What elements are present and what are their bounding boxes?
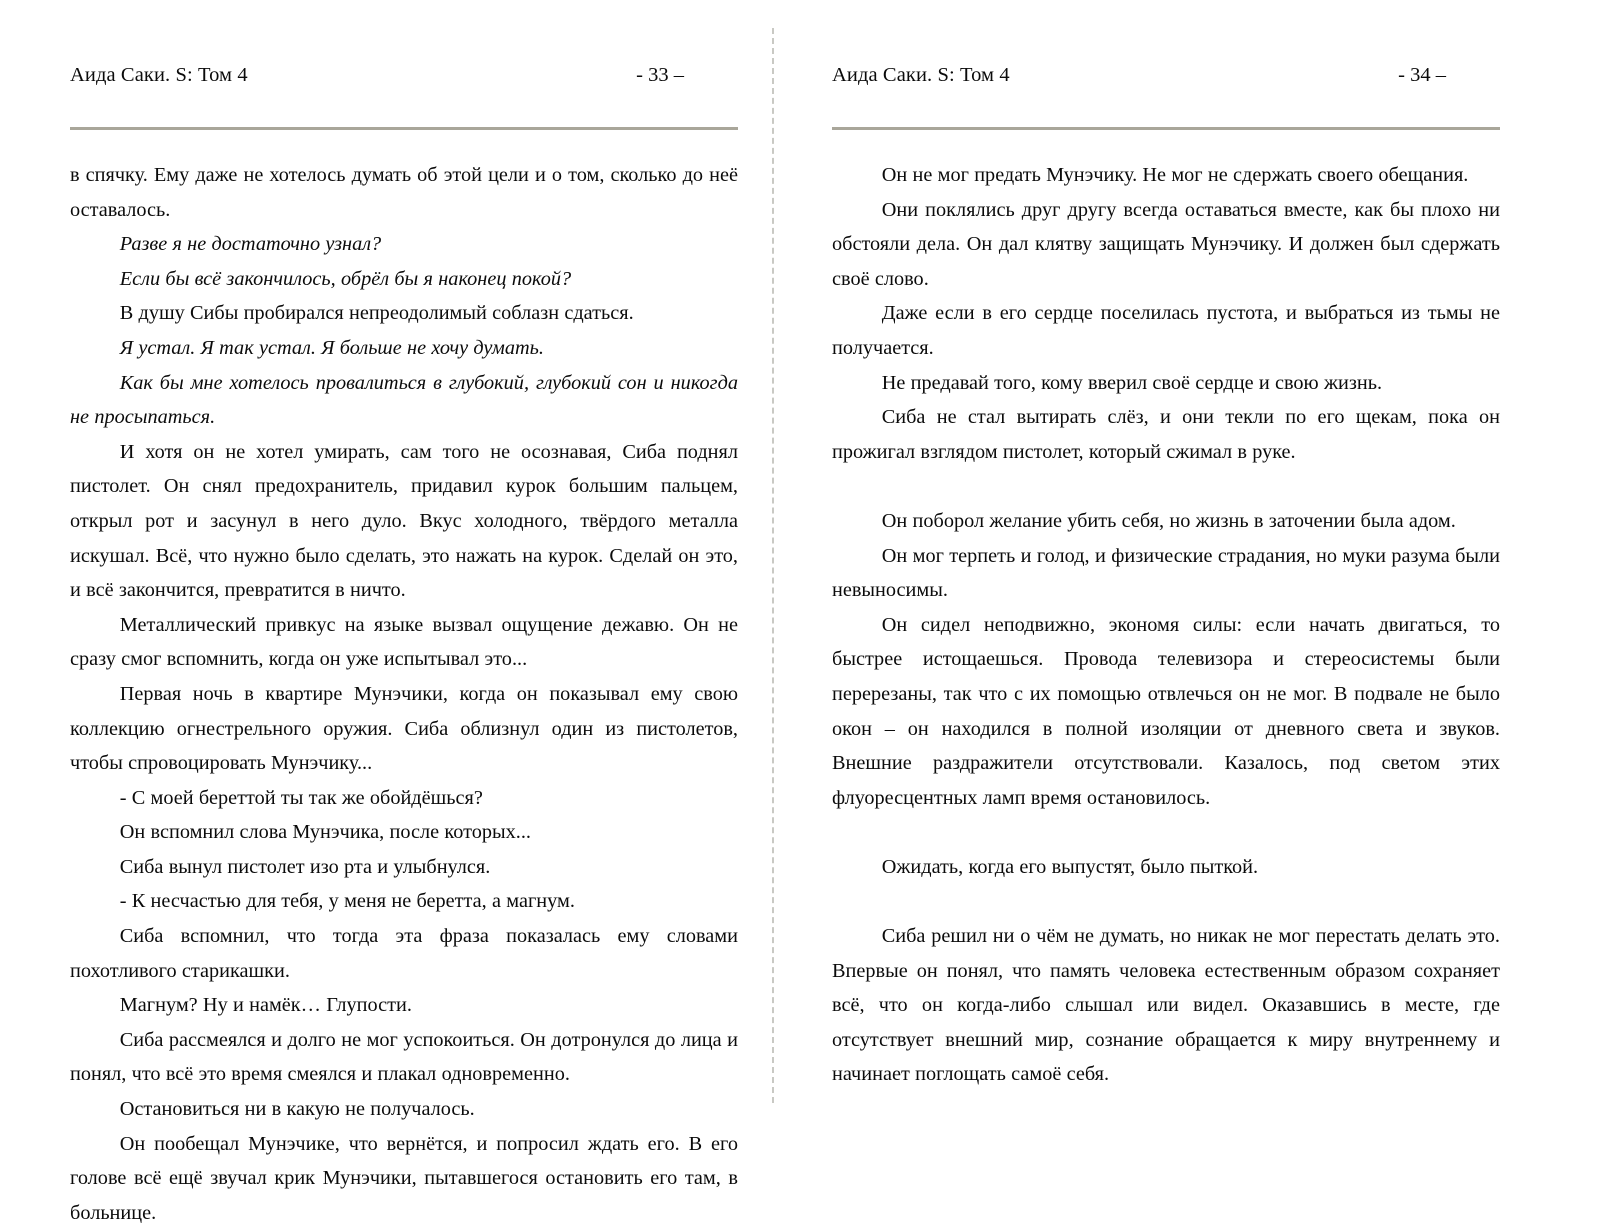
paragraph: Металлический привкус на языке вызвал ощущение дежавю. Он не сразу смог вспомнить, когда он уже испытывал это... bbox=[70, 613, 738, 671]
page-right bbox=[832, 0, 1522, 1131]
paragraph: Даже если в его сердце поселилась пустота, и выбраться из тьмы не получается. bbox=[832, 302, 1500, 359]
body-text-left bbox=[70, 158, 738, 1230]
paragraph: В душу Сибы пробирался непреодолимый соблазн сдаться. bbox=[119, 302, 634, 325]
paragraph: Ожидать, когда его выпустят, было пыткой. bbox=[881, 855, 1259, 878]
paragraph: Разве я не достаточно узнал? bbox=[119, 233, 382, 256]
page-number-right: - 34 – bbox=[1398, 64, 1446, 86]
paragraph: Сиба не стал вытирать слёз, и они текли по его щекам, пока он прожигал взглядом пистолет, который сжимал в руке. bbox=[832, 406, 1500, 463]
paragraph: Он мог терпеть и голод, и физические страдания, но муки разума были невыносимы. bbox=[832, 544, 1500, 602]
paragraph: Он поборол желание убить себя, но жизнь в заточении была адом. bbox=[881, 509, 1456, 532]
running-head-title-right: Аида Саки. S: Том 4 bbox=[832, 64, 1010, 86]
spread-fold-divider bbox=[772, 28, 774, 1103]
paragraph: Он сидел неподвижно, экономя силы: если начать двигаться, то быстрее истощаешься. Провода телевизора и стереосистемы были перерезаны, так что с их помощью отвлечься он не мог. В подвале не было окон – он находился в полной изоляции от дневного света и звуков. Внешние раздражители отсутствовали. Казалось, под светом этих флуоресцентных ламп время остановилось. bbox=[832, 613, 1500, 809]
paragraph: Он вспомнил слова Мунэчика, после которых... bbox=[119, 821, 531, 844]
running-head-right bbox=[832, 64, 1504, 87]
paragraph: Как бы мне хотелось провалиться в глубокий, глубокий сон и никогда не просыпаться. bbox=[70, 371, 738, 429]
paragraph: - С моей береттой ты так же обойдёшься? bbox=[119, 786, 483, 809]
paragraph: Они поклялись друг другу всегда оставаться вместе, как бы плохо ни обстояли дела. Он дал клятву защищать Мунэчику. И должен был сдержать своё слово. bbox=[832, 198, 1500, 290]
paragraph: Не предавай того, кому вверил своё сердце и свою жизнь. bbox=[881, 371, 1383, 394]
header-rule-left bbox=[70, 127, 738, 130]
body-text-right bbox=[832, 158, 1500, 1092]
paragraph: Если бы всё закончилось, обрёл бы я наконец покой? bbox=[119, 267, 572, 290]
page-left bbox=[70, 0, 760, 1224]
paragraph: Я устал. Я так устал. Я больше не хочу думать. bbox=[119, 336, 544, 359]
paragraph: Магнум? Ну и намёк… Глупости. bbox=[119, 994, 412, 1017]
paragraph: - К несчастью для тебя, у меня не беретта, а магнум. bbox=[119, 890, 575, 913]
header-rule-right bbox=[832, 127, 1500, 130]
paragraph: Первая ночь в квартире Мунэчики, когда он показывал ему свою коллекцию огнестрельного оружия. Сиба облизнул один из пистолетов, чтобы спровоцировать Мунэчику... bbox=[70, 682, 738, 775]
running-head-title-left: Аида Саки. S: Том 4 bbox=[70, 64, 248, 86]
paragraph: Сиба вынул пистолет изо рта и улыбнулся. bbox=[119, 855, 491, 878]
paragraph: Сиба вспомнил, что тогда эта фраза показалась ему словами похотливого старикашки. bbox=[70, 925, 738, 982]
paragraph: И хотя он не хотел умирать, сам того не осознавая, Сиба поднял пистолет. Он снял предохранитель, придавил курок большим пальцем, открыл рот и засунул в него дуло. Вкус холодного, твёрдого металла искушал. Всё, что нужно было сделать, это нажать на курок. Сделай он это, и всё закончится, превратится в ничто. bbox=[70, 440, 738, 602]
paragraph: Он пообещал Мунэчике, что вернётся, и попросил ждать его. В его голове всё ещё звучал крик Мунэчики, пытавшегося остановить его там, в больнице. bbox=[70, 1132, 738, 1224]
paragraph: Остановиться ни в какую не получалось. bbox=[119, 1098, 475, 1121]
running-head-left bbox=[70, 64, 742, 87]
paragraph: Сиба решил ни о чём не думать, но никак не мог перестать делать это. Впервые он понял, что память человека естественным образом сохраняет всё, что он когда-либо слышал или видел. Оказавшись в месте, где отсутствует внешний мир, сознание обращается к миру внутреннему и начинает поглощать самоё себя. bbox=[832, 925, 1500, 1086]
paragraph: Сиба рассмеялся и долго не мог успокоиться. Он дотронулся до лица и понял, что всё это время смеялся и плакал одновременно. bbox=[70, 1028, 738, 1086]
paragraph: в спячку. Ему даже не хотелось думать об этой цели и о том, сколько до неё оставалось. bbox=[70, 164, 738, 221]
page-number-left: - 33 – bbox=[636, 64, 684, 86]
paragraph: Он не мог предать Мунэчику. Не мог не сдержать своего обещания. bbox=[881, 164, 1469, 186]
